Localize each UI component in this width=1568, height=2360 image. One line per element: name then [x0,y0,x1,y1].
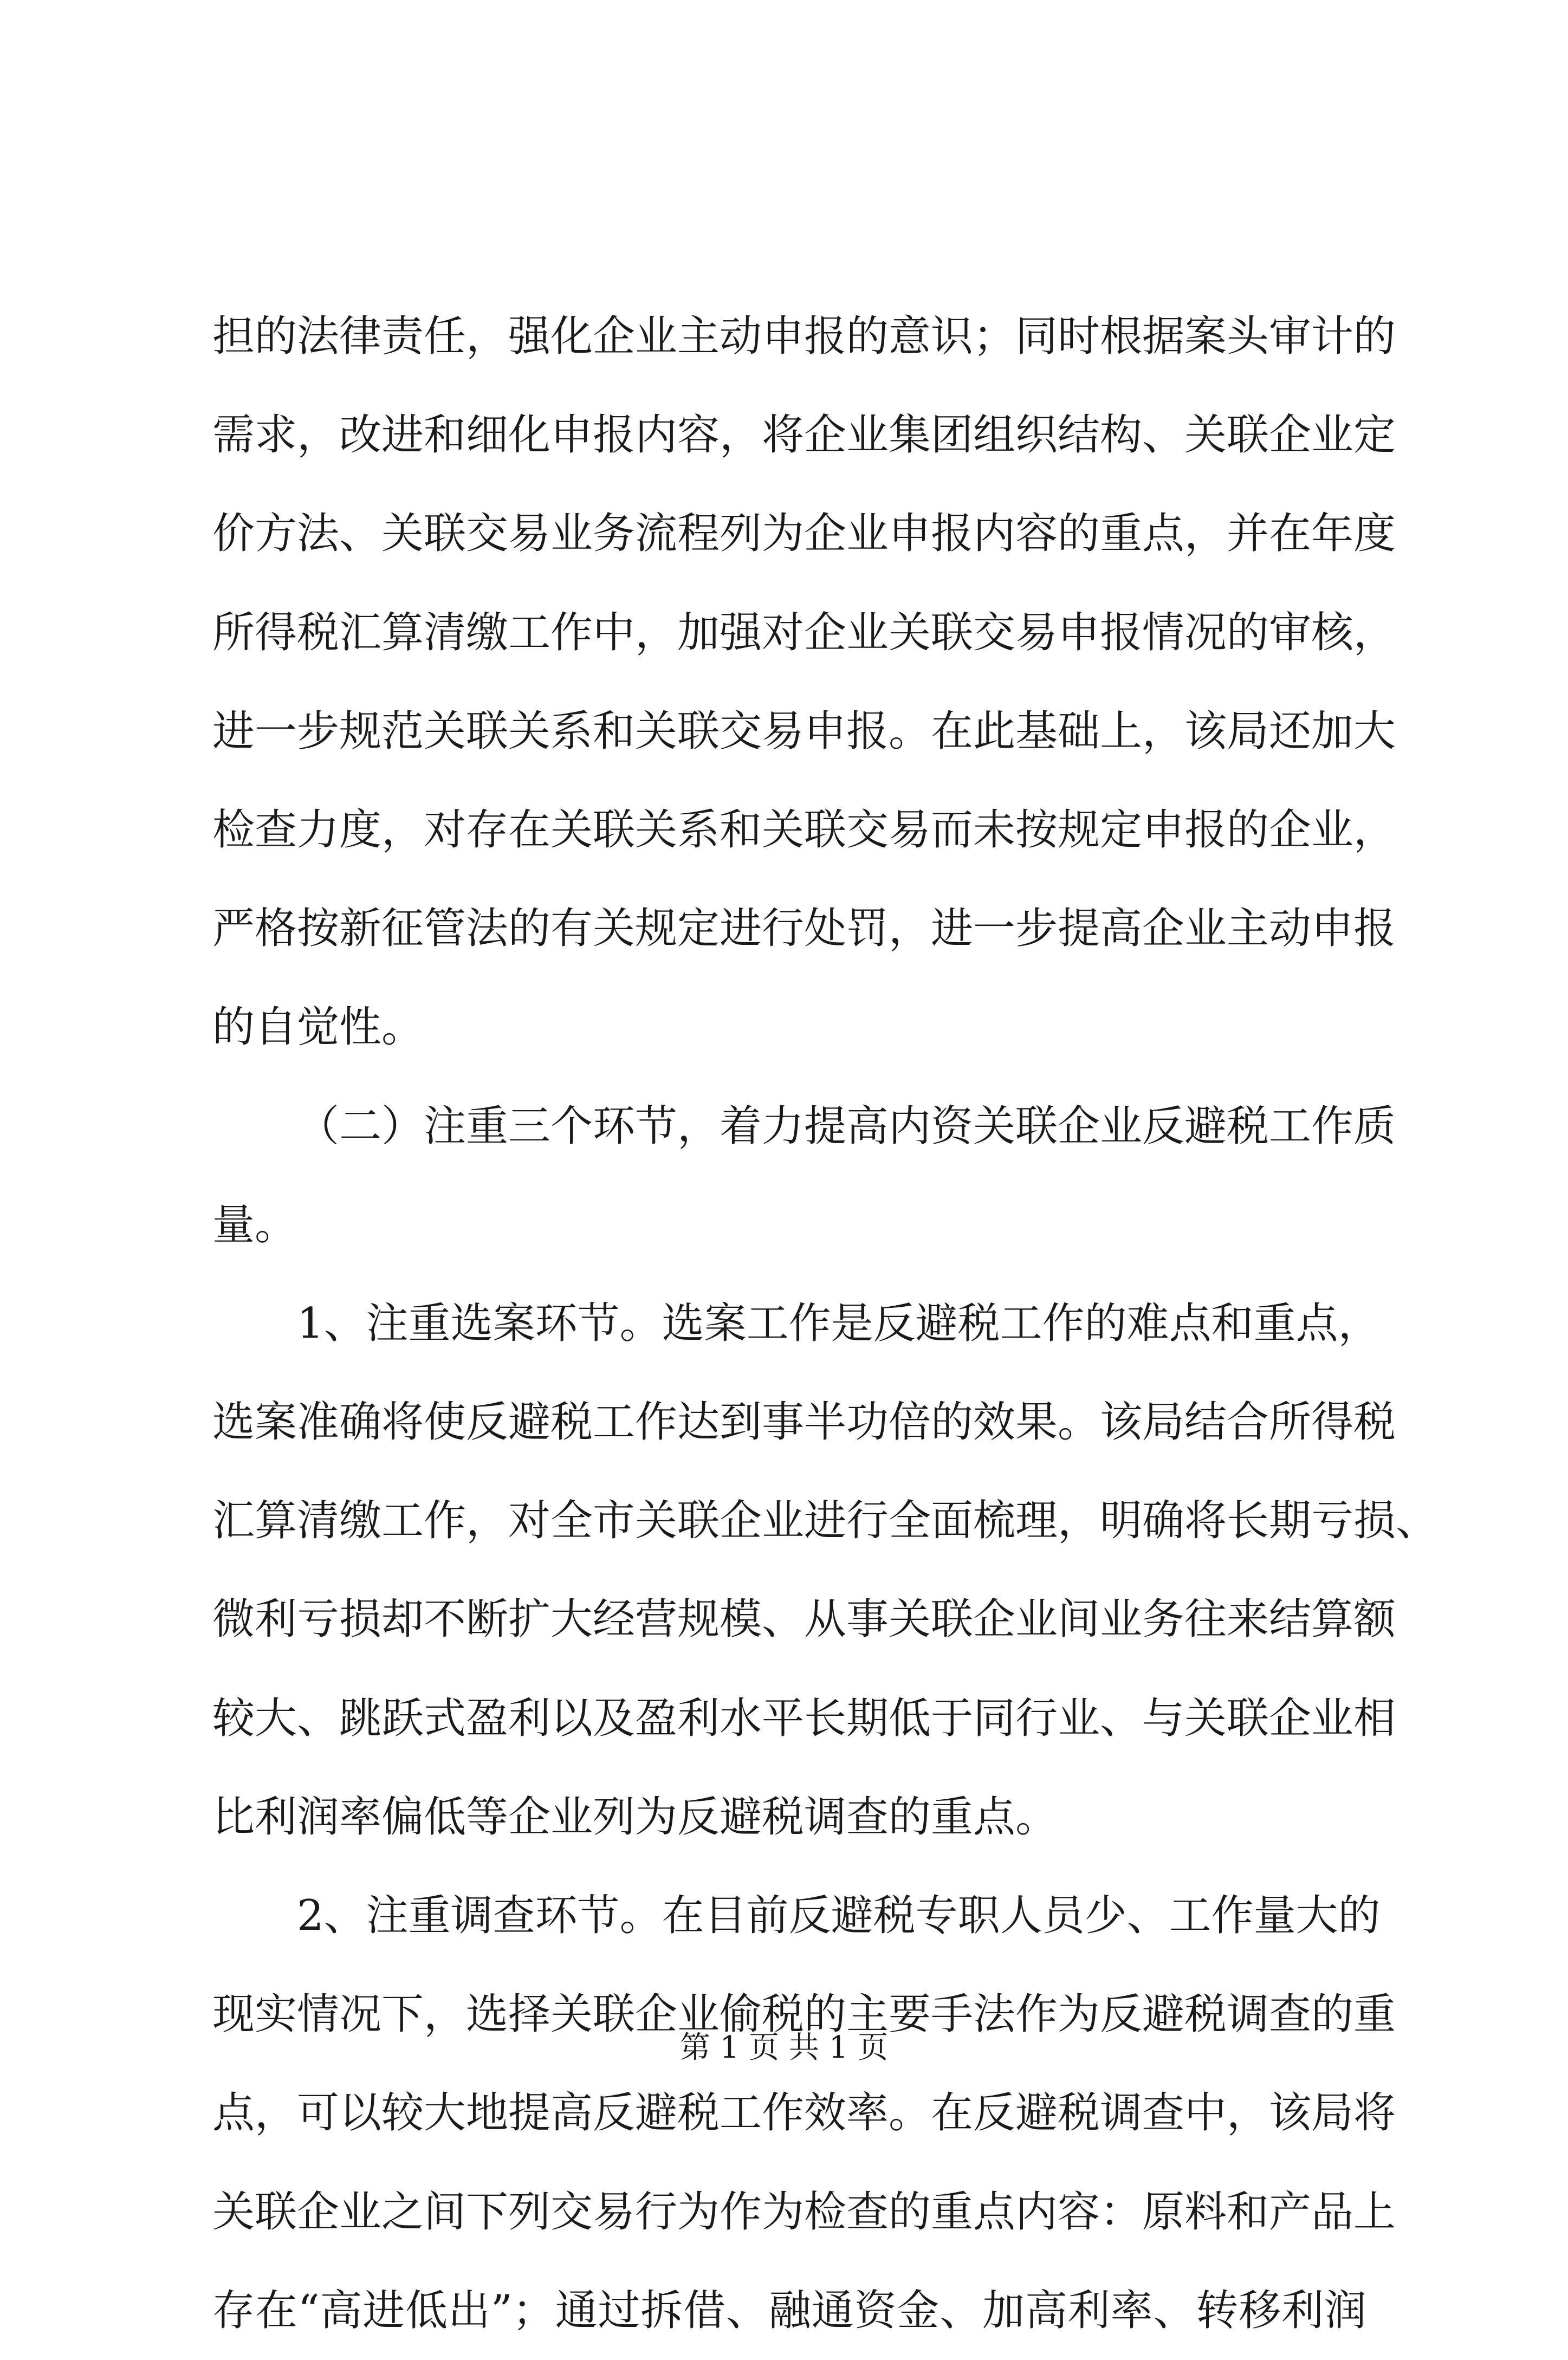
body-line-8: 的自觉性。 [212,1003,424,1052]
body-line-3: 价方法、关联交易业务流程列为企业申报内容的重点，并在年度 [212,509,1396,559]
page-footer: 第 1 页 共 1 页 [679,2030,889,2065]
item-2-line-3: 点，可以较大地提高反避税工作效率。在反避税调查中，该局将 [212,2089,1396,2138]
item-1-line-5: 较大、跳跃式盈利以及盈利水平长期低于同行业、与关联企业相 [212,1694,1396,1743]
item-2-line-1: 2、注重调查环节。在目前反避税专职人员少、工作量大的 [297,1891,1381,1940]
section-heading-line-2: 量。 [212,1200,297,1249]
item-1-line-2: 选案准确将使反避税工作达到事半功倍的效果。该局结合所得税 [212,1398,1396,1447]
item-1-line-1: 1、注重选案环节。选案工作是反避税工作的难点和重点， [297,1299,1381,1348]
item-2-line-4: 关联企业之间下列交易行为作为检查的重点内容：原料和产品上 [212,2187,1396,2236]
body-line-1: 担的法律责任，强化企业主动申报的意识；同时根据案头审计的 [212,312,1396,361]
item-2-line-5: 存在“高进低出”；通过拆借、融通资金、加高利率、转移利润 [212,2286,1366,2335]
body-line-4: 所得税汇算清缴工作中，加强对企业关联交易申报情况的审核， [212,608,1396,657]
body-line-5: 进一步规范关联关系和关联交易申报。在此基础上，该局还加大 [212,706,1396,756]
body-line-7: 严格按新征管法的有关规定进行处罚，进一步提高企业主动申报 [212,904,1396,954]
item-2-line-2: 现实情况下，选择关联企业偷税的主要手法作为反避税调查的重 [212,1990,1396,2039]
section-heading-line-1: （二）注重三个环节，着力提高内资关联企业反避税工作质 [297,1101,1396,1151]
item-1-line-4: 微利亏损却不断扩大经营规模、从事关联企业间业务往来结算额 [212,1595,1396,1644]
item-1-line-3: 汇算清缴工作，对全市关联企业进行全面梳理，明确将长期亏损、 [212,1496,1439,1546]
body-line-6: 检查力度，对存在关联关系和关联交易而未按规定申报的企业， [212,805,1396,854]
item-1-line-6: 比利润率偏低等企业列为反避税调查的重点。 [212,1792,1058,1842]
body-line-2: 需求，改进和细化申报内容，将企业集团组织结构、关联企业定 [212,411,1396,460]
